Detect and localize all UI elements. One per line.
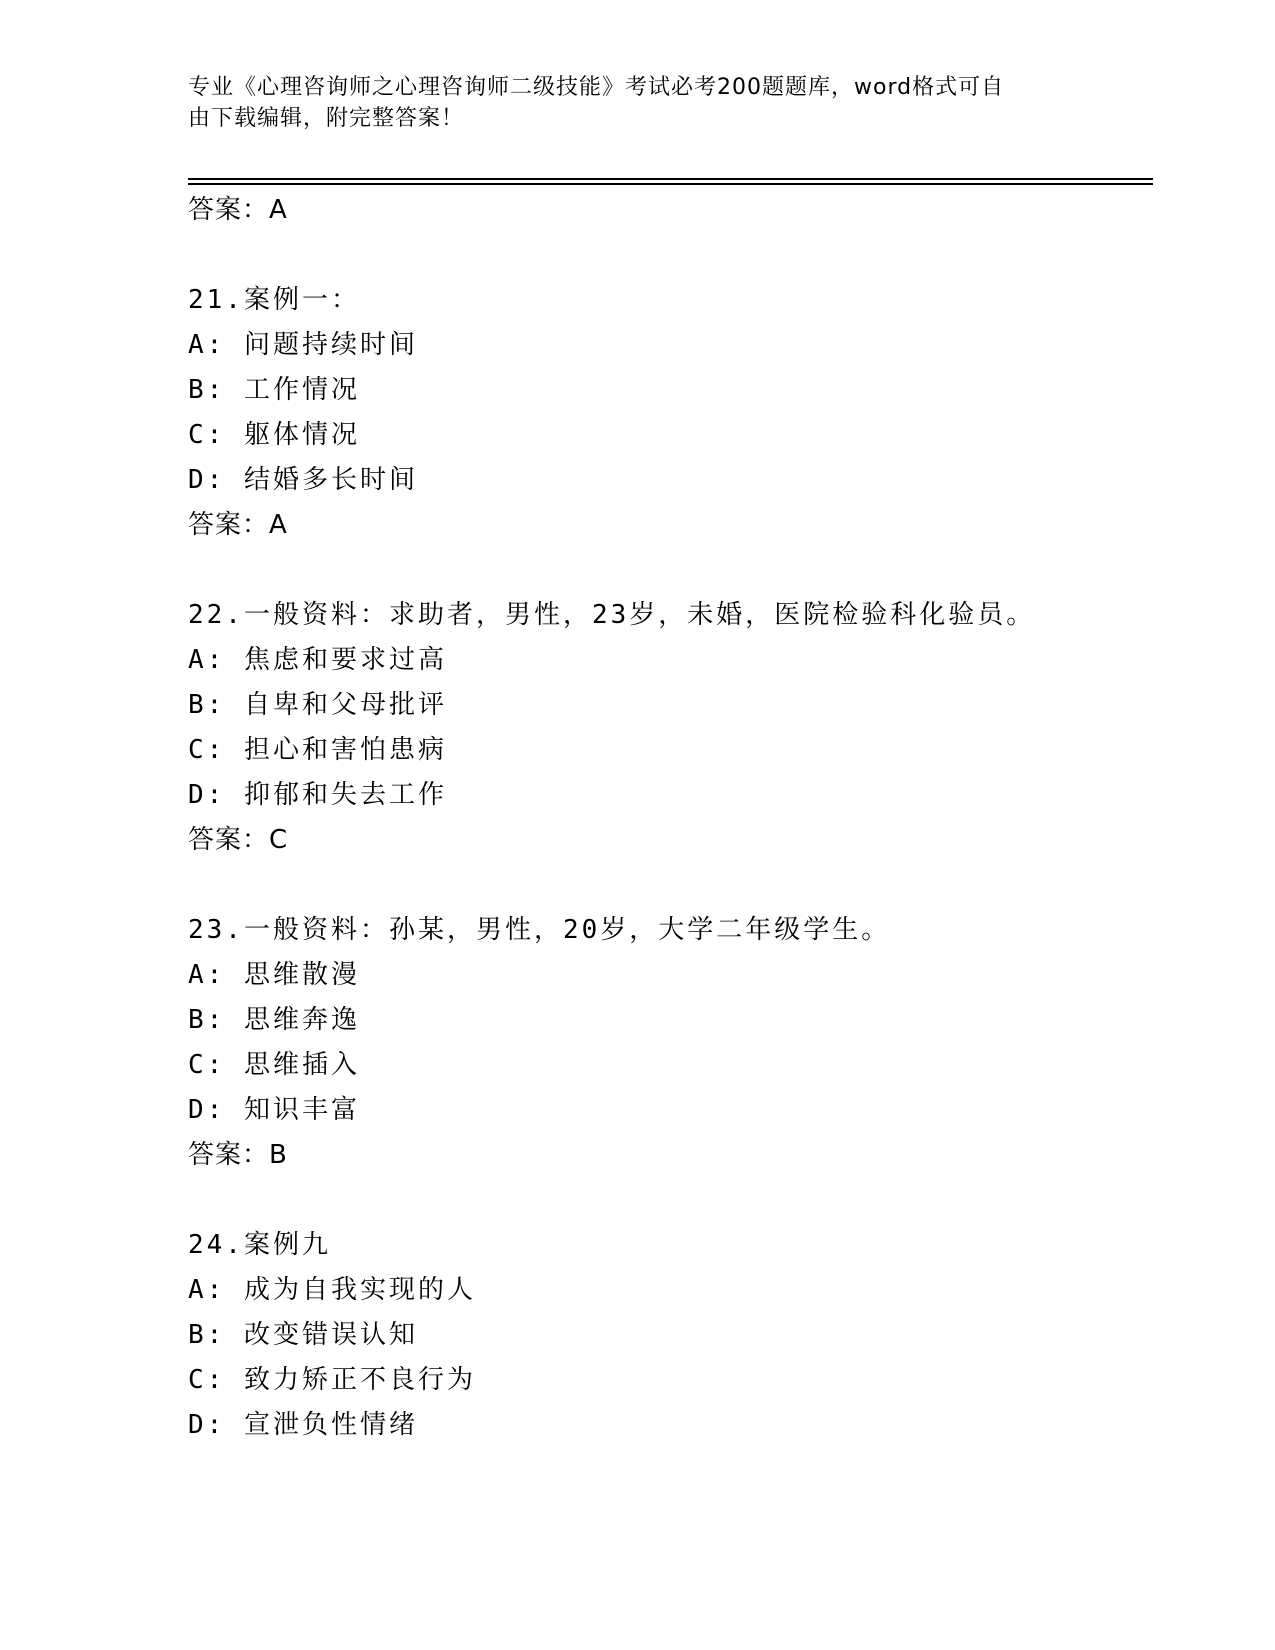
question-block bbox=[188, 593, 1153, 863]
option-c: C: 致力矫正不良行为 bbox=[188, 1365, 476, 1395]
answer-line: 答案：B bbox=[188, 1140, 288, 1170]
question-stem: 24.案例九 bbox=[188, 1230, 331, 1260]
header-line-2: 由下载编辑，附完整答案！ bbox=[188, 106, 465, 131]
question-stem: 21.案例一： bbox=[188, 285, 360, 315]
option-d: D: 结婚多长时间 bbox=[188, 465, 418, 495]
option-c: C: 思维插入 bbox=[188, 1050, 360, 1080]
option-a: A: 焦虑和要求过高 bbox=[188, 645, 447, 675]
option-a: A: 思维散漫 bbox=[188, 960, 360, 990]
question-stem: 23.一般资料：孙某，男性，20岁，大学二年级学生。 bbox=[188, 915, 891, 945]
answer-line: 答案：C bbox=[188, 825, 289, 855]
header-divider-top bbox=[188, 178, 1153, 180]
question-stem: 22.一般资料：求助者，男性，23岁，未婚，医院检验科化验员。 bbox=[188, 600, 1036, 630]
option-a: A: 问题持续时间 bbox=[188, 330, 418, 360]
option-d: D: 知识丰富 bbox=[188, 1095, 360, 1125]
question-list bbox=[188, 188, 1153, 1448]
option-c: C: 躯体情况 bbox=[188, 420, 360, 450]
option-d: D: 抑郁和失去工作 bbox=[188, 780, 447, 810]
header-divider-bottom bbox=[188, 183, 1153, 185]
document-header bbox=[188, 72, 1068, 134]
question-block bbox=[188, 1223, 1153, 1448]
option-b: B: 改变错误认知 bbox=[188, 1320, 418, 1350]
answer-line: 答案：A bbox=[188, 195, 288, 225]
option-b: B: 思维奔逸 bbox=[188, 1005, 360, 1035]
option-b: B: 自卑和父母批评 bbox=[188, 690, 447, 720]
option-c: C: 担心和害怕患病 bbox=[188, 735, 447, 765]
question-block bbox=[188, 908, 1153, 1178]
question-block bbox=[188, 278, 1153, 548]
option-b: B: 工作情况 bbox=[188, 375, 360, 405]
option-a: A: 成为自我实现的人 bbox=[188, 1275, 476, 1305]
header-line-1: 专业《心理咨询师之心理咨询师二级技能》考试必考200题题库，word格式可自 bbox=[188, 75, 1005, 100]
option-d: D: 宣泄负性情绪 bbox=[188, 1410, 418, 1440]
answer-line: 答案：A bbox=[188, 510, 288, 540]
